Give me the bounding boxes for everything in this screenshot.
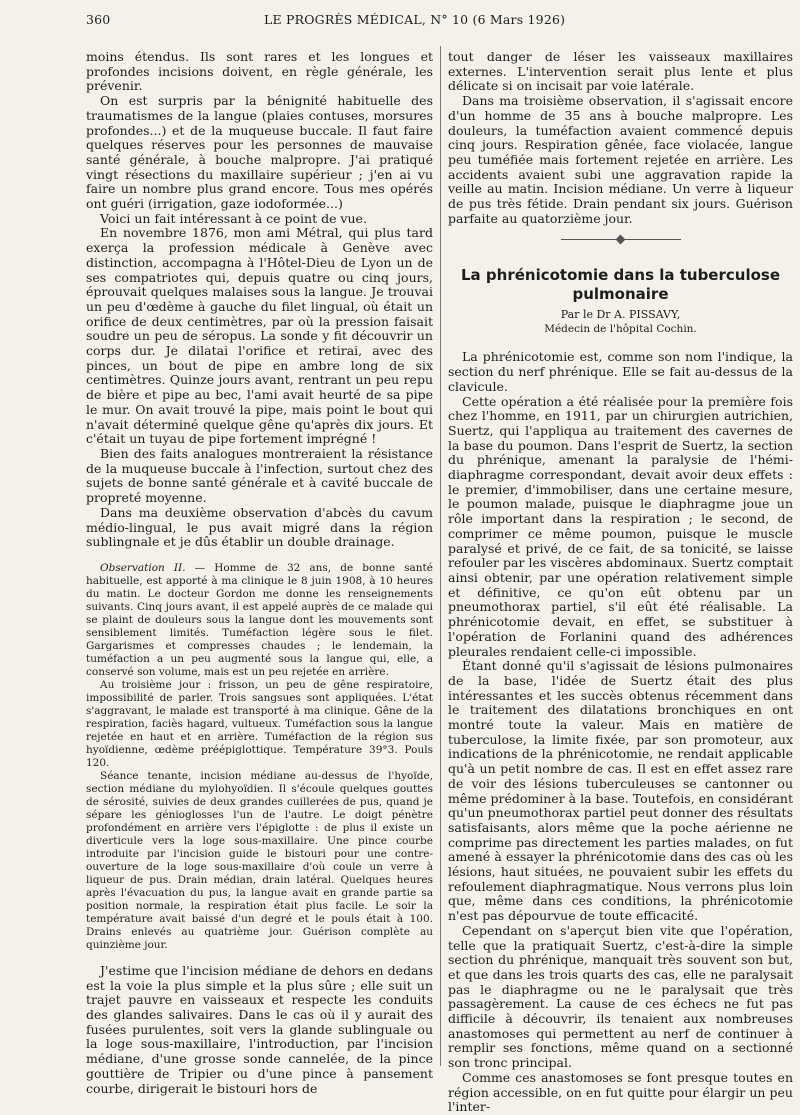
article-author: Par le Dr A. PISSAVY,	[560, 308, 681, 322]
paragraph: Bien des faits analogues montreraient la résistance de la muqueuse buccale à l'infection, surtout chez des sujets de bonne santé générale et à cavité buccale de propreté moyenne.	[86, 445, 433, 506]
paragraph: En novembre 1876, mon ami Métral, qui plus tard exerça la profession médicale à Genève avec distinction, accompagna à l'Hôtel-Dieu de Lyon un de ses compatriotes qui, depuis quatre ou cinq jours, éprouvait quelques malaises sous la langue. Je trouvai un peu d'œdème à gauche du filet lingual, où était un orifice de deux centimètres, par où la pression faisait soudre un peu de séropus. La sonde y fit découvrir un corps dur. Je dilatai l'orifice et retirai, avec des pinces, un bout de pipe en ambre long de six centimètres. Quinze jours avant, rentrant un peu repu de bière et pipe au bec, l'ami avait heurté de sa pipe le mur. On avait trouvé la pipe, mais point le bout qui n'avait déterminé quelque gêne qu'après dix jours. Et c'était un tuyau de pipe fortement imprégné !	[86, 225, 433, 447]
paragraph: Dans ma troisième observation, il s'agissait encore d'un homme de 35 ans à bouche malpropre. Les douleurs, la tuméfaction avaient commencé depuis cinq jours. Respiration gênée, face violacée, langue peu tuméfiée mais fortement rejetée en arrière. Les accidents avaient subi une aggravation rapide la veille au matin. Incision médiane. Un verre à liqueur de pus très fétide. Drain pendant six jours. Guérison parfaite au quatorzième jour.	[448, 93, 793, 226]
observation-paragraph: Séance tenante, incision médiane au-dessus de l'hyoïde, section médiane du mylohyoïdien. Il s'écoule quelques gouttes de sérosité, suivies de deux grandes cuillerées de pus, quand je sépare les génioglosses l'un de l'autre. Le doigt pénètre profondément en arrière vers l'épiglotte : de plus il existe un diverticule vers la loge sous-maxillaire. Une pince courbe introduite par l'incision guide le bistouri pour une contre-ouverture de la loge sous-maxillaire d'où coule un verre à liqueur de pus. Drain médian, drain latéral. Quelques heures après l'évacuation du pus, la langue avait en grande partie sa position normale, la respiration était plus facile. Le soir la température avait baissé d'un degré et le pouls était à 100. Drains enlevés au quatrième jour. Guérison complète au quinzième jour.	[86, 769, 433, 951]
article-title: La phrénicotomie dans la tuberculose pulmonaire	[461, 266, 780, 304]
article-affiliation: Médecin de l'hôpital Cochin.	[544, 323, 697, 336]
paragraph: On est surpris par la bénignité habituelle des traumatismes de la langue (plaies contuses, morsures profondes...) et de la muqueuse buccale. Il faut faire quelques réserves pour les personnes de mauvaise santé générale, à bouche malpropre. J'ai pratiqué vingt résections du maxillaire supérieur ; j'en ai vu faire un nombre plus grand encore. Tous mes opérés ont guéri (irrigation, gaze iodoformée...)	[86, 93, 433, 212]
paragraph: Cependant on s'aperçut bien vite que l'opération, telle que la pratiquait Suertz, c'est-à-dire la simple section du phrénique, manquait très souvent son but, et que dans les trois quarts des cas, elle ne paralysait pas le diaphragme ou ne le paralysait que très passagèrement. La cause de ces échecs ne fut pas difficile à découvrir, ils tenaient aux nombreuses anastomoses qui permettent au nerf de continuer à remplir ses fonctions, même quand on a sectionné son tronc principal.	[448, 922, 793, 1071]
paragraph: Étant donné qu'il s'agissait de lésions pulmonaires de la base, l'idée de Suertz était des plus intéressantes et les succès obtenus récemment dans le traitement des dilatations bronchiques en ont montré toute la valeur. Mais en matière de tuberculose, la limite fixée, par son promoteur, aux indications de la phrénicotomie, ne rendait applicable qu'à un petit nombre de cas. Il est en effet assez rare de voir des lésions tuberculeuses se cantonner ou même prédominer à la base. Toutefois, en considérant qu'un pneumothorax partiel peut donner des résultats satisfaisants, alors même que la poche aérienne ne comprime pas directement les parties malades, on fut amené à essayer la phrénicotomie dans des cas où les lésions, haut situées, ne pouvaient subir les effets du refoulement diaphragmatique. Nous verrons plus loin que, même dans ces conditions, la phrénicotomie n'est pas dépourvue de toute efficacité.	[448, 658, 793, 924]
paragraph: Comme ces anastomoses se font presque toutes en région accessible, on en fut quitte pour élargir un peu l'inter-	[448, 1069, 793, 1115]
paragraph: Dans ma deuxième observation d'abcès du cavum médio-lingual, le pus avait migré dans la région sublingnale et je dûs établir un double drainage.	[86, 504, 433, 550]
observation-paragraph	[86, 562, 433, 679]
observation-label: Observation II.	[100, 561, 186, 574]
paragraph: Voici un fait intéressant à ce point de vue.	[100, 210, 367, 226]
paragraph: tout danger de léser les vaisseaux maxillaires externes. L'intervention serait plus lente et plus délicate si on incisait par voie latérale.	[448, 49, 793, 94]
right-column	[448, 49, 793, 1115]
observation-text: — Homme de 32 ans, de bonne santé habituelle, est apporté à ma clinique le 8 juin 1908, à 10 heures du matin. Le docteur Gordon me donne les renseignements suivants. Cinq jours avant, il est appelé auprès de ce malade qui se plaint de douleurs sous la langue dont les mouvements sont sensiblement limités. Tuméfaction légère sous le filet. Gargarismes et compresses chaudes ; le lendemain, la tuméfaction a un peu augmenté sous la langue qui, elle, a conservé son volume, mais est un peu rejetée en arrière.	[86, 561, 433, 678]
section-ornament	[561, 236, 681, 244]
paragraph: moins étendus. Ils sont rares et les longues et profondes incisions doivent, en règle générale, les prévenir.	[86, 49, 433, 94]
paragraph: La phrénicotomie est, comme son nom l'indique, la section du nerf phrénique. Elle se fait au-dessus de la clavicule.	[448, 349, 793, 394]
observation-paragraph: Au troisième jour : frisson, un peu de gêne respiratoire, impossibilité de parler. Trois sangsues sont appliquées. L'état s'aggravant, le malade est transporté à ma clinique. Gêne de la respiration, faciès hagard, vultueux. Tuméfaction sous la langue rejetée en haut et en arrière. Tuméfaction de la région sus hyoïdienne, œdème préépiglottique. Température 39°3. Pouls 120.	[86, 678, 433, 769]
paragraph: J'estime que l'incision médiane de dehors en dedans est la voie la plus simple et la plus sûre ; elle suit un trajet pauvre en vaisseaux et respecte les conduits des glandes salivaires. Dans le cas où il y aurait des fusées purulentes, soit vers la glande sublinguale ou la loge sous-maxillaire, l'introduction, par l'incision médiane, d'une grosse sonde cannelée, de la pince gouttière de Tripier ou d'une pince à pansement courbe, dirigerait le bistouri hors de	[86, 962, 433, 1096]
running-title: LE PROGRÈS MÉDICAL, N° 10 (6 Mars 1926)	[264, 12, 566, 27]
page-number: 360	[86, 12, 111, 27]
left-column	[86, 49, 433, 1096]
paragraph: Cette opération a été réalisée pour la première fois chez l'homme, en 1911, par un chirurgien autrichien, Suertz, qui l'appliqua au traitement des cavernes de la base du poumon. Dans l'esprit de Suertz, la section du phrénique, amenant la paralysie de l'hémi-diaphragme correspondant, devait avoir deux effets : le premier, d'immobiliser, dans une certaine mesure, le poumon malade, puisque le diaphragme joue un rôle important dans la respiration ; le second, de comprimer ce même poumon, puisque le muscle paralysé et privé, de ce fait, de sa tonicité, se laisse refouler par les viscères abdominaux. Suertz comptait ainsi obtenir, par une opération relativement simple et définitive, ce qu'on eût obtenu par un pneumothorax partiel, s'il eût été réalisable. La phrénicotomie devait, en effet, se substituer à l'opération de Forlanini quand des adhérences pleurales rendaient celle-ci impossible.	[448, 393, 793, 659]
spacer	[86, 550, 433, 562]
column-divider	[440, 46, 441, 1066]
